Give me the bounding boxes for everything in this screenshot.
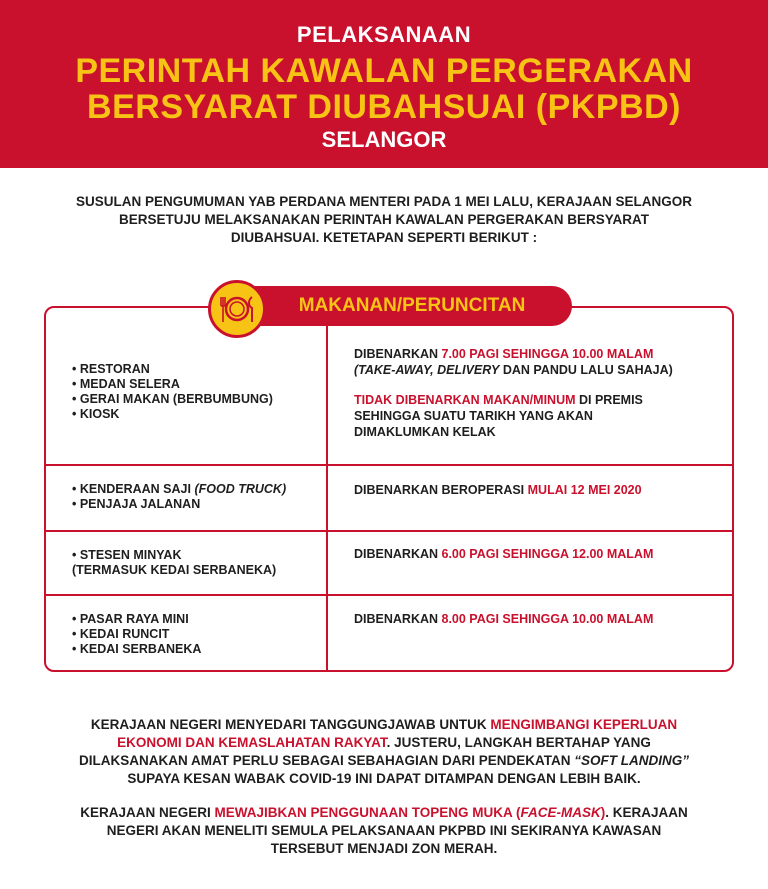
text: . JUSTERU, LANGKAH BERTAHAP YANG — [386, 735, 651, 750]
text: NEGERI AKAN MENELITI SEMULA PELAKSANAAN PKPBD INI SEKIRANYA KAWASAN — [106, 823, 662, 838]
italic-text: “SOFT LANDING” — [574, 753, 689, 768]
intro-line: SUSULAN PENGUMUMAN YAB PERDANA MENTERI PADA 1 MEI LALU, KERAJAAN SELANGOR — [75, 194, 693, 209]
column-divider — [326, 308, 328, 670]
row-divider — [46, 530, 732, 532]
text: DI PREMIS — [575, 393, 643, 407]
row3-right — [354, 546, 714, 562]
text: TERSEBUT MENJADI ZON MERAH. — [270, 841, 498, 856]
text: SUPAYA KESAN WABAK COVID-19 INI DAPAT DITAMPAN DENGAN LEBIH BAIK. — [127, 771, 641, 786]
list-item: • KEDAI RUNCIT — [72, 627, 170, 641]
text: • KENDERAAN SAJI — [72, 482, 195, 496]
paragraph-facemask — [40, 804, 728, 858]
intro-text — [40, 193, 728, 247]
text: DILAKSANAKAN AMAT PERLU SEBAGAI SEBAHAGIAN DARI PENDEKATAN — [78, 753, 575, 768]
text: KERAJAAN NEGERI — [80, 805, 215, 820]
paragraph-economy — [40, 716, 728, 788]
row1-left — [72, 362, 273, 422]
list-item: • KEDAI SERBANEKA — [72, 642, 202, 656]
row4-right — [354, 611, 714, 627]
highlight-text: 8.00 PAGI SEHINGGA 10.00 MALAM — [441, 612, 654, 626]
list-item: • KIOSK — [72, 407, 120, 421]
header-banner — [0, 0, 768, 168]
highlight-text: MEWAJIBKAN PENGGUNAAN TOPENG MUKA ( — [214, 805, 521, 820]
banner-title-line1: PERINTAH KAWALAN PERGERAKAN — [75, 52, 693, 90]
italic-text: (TAKE-AWAY, DELIVERY — [354, 363, 500, 377]
row1-right — [354, 346, 714, 440]
banner-state: SELANGOR — [321, 127, 447, 152]
table-header: MAKANAN/PERUNCITAN — [212, 286, 572, 326]
rule-line — [354, 392, 714, 408]
italic-text: (FOOD TRUCK) — [194, 482, 287, 496]
highlight-text: MENGIMBANGI KEPERLUAN — [490, 717, 678, 732]
text: DIBENARKAN BEROPERASI — [354, 483, 528, 497]
text: DIBENARKAN — [354, 347, 442, 361]
highlight-text: TIDAK DIBENARKAN MAKAN/MINUM — [354, 393, 576, 407]
text: . KERAJAAN — [605, 805, 688, 820]
list-item: (TERMASUK KEDAI SERBANEKA) — [72, 563, 277, 577]
row4-left — [72, 612, 201, 657]
highlight-text: ) — [600, 805, 606, 820]
row-divider — [46, 464, 732, 466]
list-item — [72, 482, 286, 497]
rule-line: DIMAKLUMKAN KELAK — [354, 425, 496, 439]
row3-left — [72, 548, 276, 578]
rule-line — [354, 346, 714, 362]
row2-right — [354, 482, 714, 498]
intro-line: BERSETUJU MELAKSANAKAN PERINTAH KAWALAN PERGERAKAN BERSYARAT — [118, 212, 650, 227]
text: DIBENARKAN — [354, 612, 442, 626]
banner-top-text: PELAKSANAAN — [296, 22, 472, 47]
text: DAN PANDU LALU SAHAJA) — [499, 363, 673, 377]
text: DIBENARKAN — [354, 547, 442, 561]
list-item: • STESEN MINYAK — [72, 548, 182, 562]
plate-fork-knife-icon — [208, 280, 266, 338]
text: KERAJAAN NEGERI MENYEDARI TANGGUNGJAWAB UNTUK — [90, 717, 491, 732]
list-item: • GERAI MAKAN (BERBUMBUNG) — [72, 392, 273, 406]
row-divider — [46, 594, 732, 596]
highlight-text: FACE-MASK — [520, 805, 601, 820]
list-item: • MEDAN SELERA — [72, 377, 180, 391]
list-item: • RESTORAN — [72, 362, 150, 376]
rule-line: SEHINGGA SUATU TARIKH YANG AKAN — [354, 409, 593, 423]
highlight-text: 6.00 PAGI SEHINGGA 12.00 MALAM — [441, 547, 654, 561]
highlight-text: MULAI 12 MEI 2020 — [527, 483, 642, 497]
list-item: • PASAR RAYA MINI — [72, 612, 189, 626]
row2-left — [72, 482, 286, 512]
intro-line: DIUBAHSUAI. KETETAPAN SEPERTI BERIKUT : — [230, 230, 538, 245]
highlight-text: 7.00 PAGI SEHINGGA 10.00 MALAM — [441, 347, 654, 361]
list-item: • PENJAJA JALANAN — [72, 497, 201, 511]
rule-line — [354, 362, 714, 378]
highlight-text: EKONOMI DAN KEMASLAHATAN RAKYAT — [117, 735, 387, 750]
banner-title-line2: BERSYARAT DIUBAHSUAI (PKPBD) — [87, 88, 681, 126]
